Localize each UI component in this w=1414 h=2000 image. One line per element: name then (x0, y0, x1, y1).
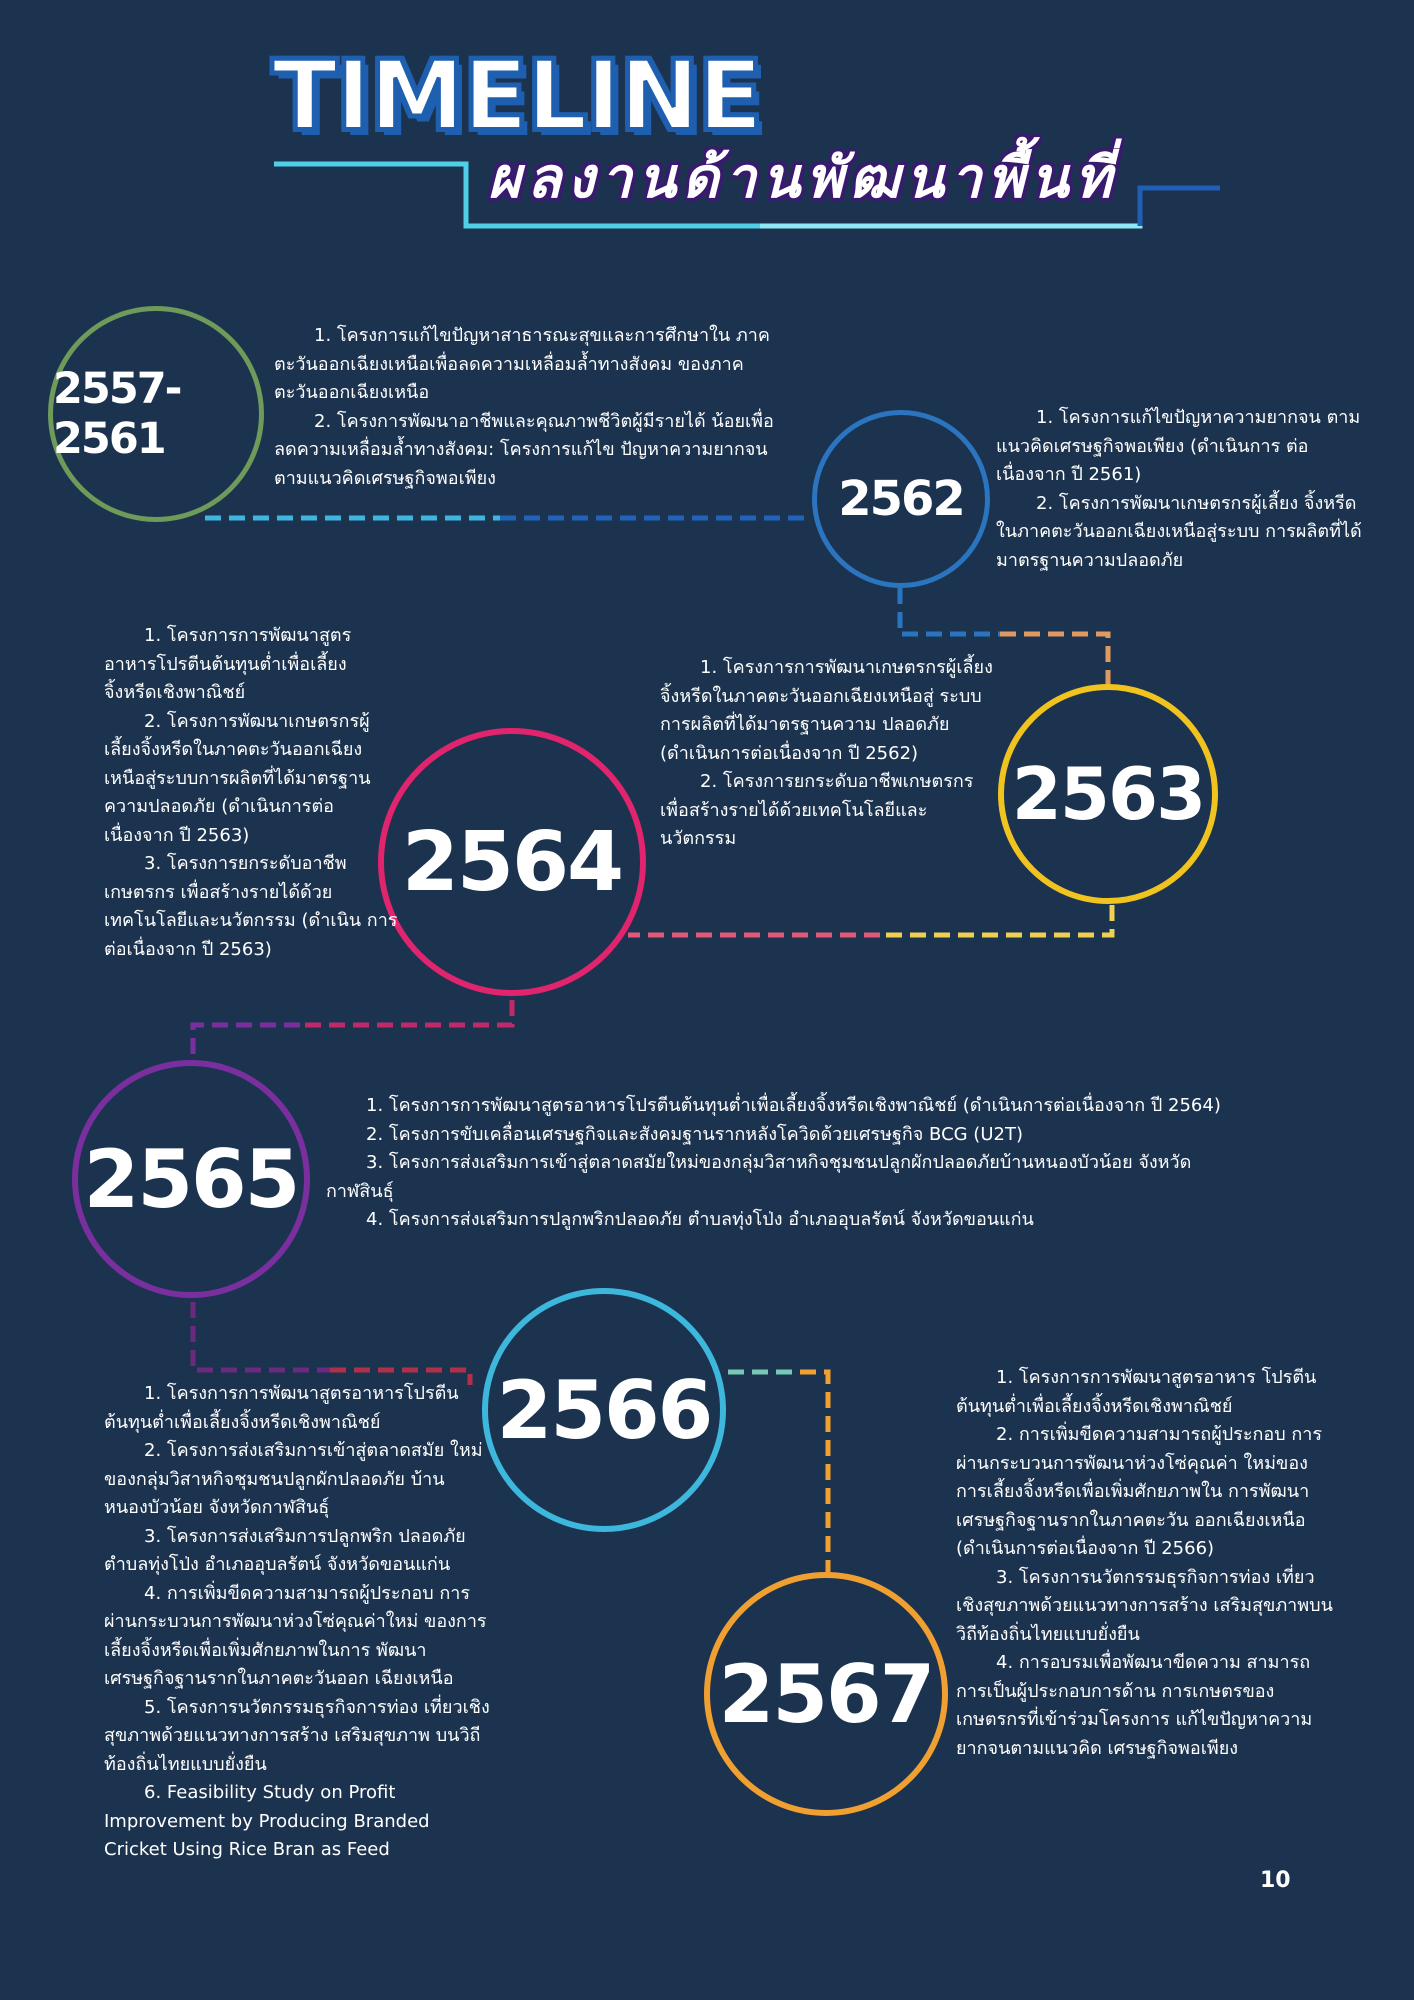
list-item: 5. โครงการนวัตกรรมธุรกิจการท่อง เที่ยวเชิงสุขภาพด้วยแนวทางการสร้าง เสริมสุขภาพ บนวิถีท้องถิ่นไทยแบบยั่งยืน (104, 1696, 490, 1775)
year-circle-2563 (998, 684, 1218, 904)
year-circle-2557-2561 (48, 306, 264, 522)
year-label: 2567 (718, 1647, 934, 1741)
year-label: 2564 (401, 814, 623, 910)
list-item: 1. โครงการการพัฒนาสูตรอาหารโปรตีนต้นทุนต่ำเพื่อเลี้ยงจิ้งหรีดเชิงพาณิชย์ (ดำเนินการต่อเนื่องจาก ปี 2564) (366, 1095, 1221, 1116)
year-label: 2557-2561 (53, 364, 181, 464)
year-label: 2562 (838, 471, 964, 527)
list-item: 6. Feasibility Study on Profit Improvement by Producing Branded Cricket Using Rice Bran as Feed (104, 1782, 430, 1860)
list-item: 2. โครงการพัฒนาเกษตรกรผู้ เลี้ยงจิ้งหรีดในภาคตะวันออกเฉียง เหนือสู่ระบบการผลิตที่ได้มาตรฐาน ความปลอดภัย (ดำเนินการต่อ เนื่องจาก ปี 2563) (104, 710, 371, 846)
list-item: 4. โครงการส่งเสริมการปลูกพริกปลอดภัย ตำบลทุ่งโป่ง อำเภออุบลรัตน์ จังหวัดขอนแก่น (366, 1209, 1034, 1230)
list-item: 1. โครงการแก้ไขปัญหาสาธารณะสุขและการศึกษาใน ภาคตะวันออกเฉียงเหนือเพื่อลดความเหลื่อมล้ำทางสังคม ของภาคตะวันออกเฉียงเหนือ (274, 325, 770, 403)
year-label: 2563 (1011, 752, 1205, 836)
list-item: 1. โครงการการพัฒนาเกษตรกรผู้เลี้ยง จิ้งหรีดในภาคตะวันออกเฉียงเหนือสู่ ระบบการผลิตที่ได้มาตรฐานความ ปลอดภัย (ดำเนินการต่อเนื่องจาก ปี 2562) (660, 657, 993, 764)
list-item: 4. การเพิ่มขีดความสามารถผู้ประกอบ การผ่านกระบวนการพัฒนาห่วงโซ่คุณค่าใหม่ ของการเลี้ยงจิ้งหรีดเพื่อเพิ่มศักยภาพในการ พัฒนาเศรษฐกิจฐานรากในภาคตะวันออก เฉียงเหนือ (104, 1582, 487, 1689)
year-label: 2565 (83, 1132, 299, 1226)
list-item: 3. โครงการส่งเสริมการปลูกพริก ปลอดภัย ตำบลทุ่งโป่ง อำเภออุบลรัตน์ จังหวัดขอนแก่น (104, 1525, 466, 1575)
year-label: 2566 (496, 1363, 712, 1457)
year-circle-2564 (378, 728, 646, 996)
period-2565-items (326, 1092, 1226, 1235)
year-circle-2562 (812, 410, 990, 588)
list-item: 2. โครงการขับเคลื่อนเศรษฐกิจและสังคมฐานรากหลังโควิดด้วยเศรษฐกิจ BCG (U2T) (366, 1123, 1023, 1145)
list-item: 1. โครงการการพัฒนาสูตร อาหารโปรตีนต้นทุนต่ำเพื่อเลี้ยง จิ้งหรีดเชิงพาณิชย์ (104, 625, 352, 703)
connector-2564-2565 (193, 1000, 512, 1060)
list-item: 2. โครงการยกระดับอาชีพเกษตรกร เพื่อสร้างรายได้ด้วยเทคโนโลยีและ นวัตกรรม (660, 771, 974, 849)
list-item: 3. โครงการยกระดับอาชีพ เกษตรกร เพื่อสร้างรายได้ด้วย เทคโนโลยีและนวัตกรรม (ดำเนิน การต่อเนื่องจาก ปี 2563) (104, 853, 398, 960)
list-item: 2. โครงการพัฒนาอาชีพและคุณภาพชีวิตผู้มีรายได้ น้อยเพื่อลดความเหลื่อมล้ำทางสังคม: โครงการแก้ไข ปัญหาความยากจนตามแนวคิดเศรษฐกิจพอเพียง (274, 410, 774, 489)
list-item: 2. การเพิ่มขีดความสามารถผู้ประกอบ การผ่านกระบวนการพัฒนาห่วงโซ่คุณค่า ใหม่ของการเลี้ยงจิ้งหรีดเพื่อเพิ่มศักยภาพใน การพัฒนาเศรษฐกิจฐานรากในภาคตะวัน ออกเฉียงเหนือ (ดำเนินการต่อเนื่องจาก ปี 2566) (956, 1424, 1323, 1559)
period-2566-items (104, 1380, 496, 1865)
period-2563-items (660, 654, 1000, 854)
year-circle-2567 (704, 1572, 948, 1816)
list-item: 1. โครงการแก้ไขปัญหาความยากจน ตามแนวคิดเศรษฐกิจพอเพียง (ดำเนินการ ต่อเนื่องจาก ปี 2561) (996, 407, 1361, 485)
period-2562-items (996, 404, 1366, 575)
page-number: 10 (1260, 1868, 1291, 1893)
period-2564-items (104, 622, 404, 964)
connector-2563-2564 (628, 905, 1112, 935)
list-item: 1. โครงการการพัฒนาสูตรอาหาร โปรตีนต้นทุนต่ำเพื่อเลี้ยงจิ้งหรีดเชิงพาณิชย์ (956, 1367, 1317, 1417)
connector-2565-2566 (193, 1278, 470, 1385)
year-circle-2566 (482, 1288, 726, 1532)
period-2567-items (956, 1364, 1336, 1763)
connector-2566-2567 (728, 1372, 828, 1572)
list-item: 1. โครงการการพัฒนาสูตรอาหารโปรตีน ต้นทุนต่ำเพื่อเลี้ยงจิ้งหรีดเชิงพาณิชย์ (104, 1383, 459, 1433)
list-item: 2. โครงการพัฒนาเกษตรกรผู้เลี้ยง จิ้งหรีดในภาคตะวันออกเฉียงเหนือสู่ระบบ การผลิตที่ได้มาตรฐานความปลอดภัย (996, 492, 1362, 571)
list-item: 3. โครงการนวัตกรรมธุรกิจการท่อง เที่ยวเชิงสุขภาพด้วยแนวทางการสร้าง เสริมสุขภาพบนวิถีท้องถิ่นไทยแบบยั่งยืน (956, 1566, 1333, 1645)
page-subtitle: ผลงานด้านพัฒนาพื้นที่ (488, 145, 1118, 211)
list-item: 3. โครงการส่งเสริมการเข้าสู่ตลาดสมัยใหม่ของกลุ่มวิสาหกิจชุมชนปลูกผักปลอดภัยบ้านหนองบัวน้อย จังหวัดกาฬสินธุ์ (326, 1152, 1192, 1202)
list-item: 2. โครงการส่งเสริมการเข้าสู่ตลาดสมัย ใหม่ของกลุ่มวิสาหกิจชุมชนปลูกผักปลอดภัย บ้านหนองบัวน้อย จังหวัดกาฬสินธุ์ (104, 1440, 483, 1518)
period-2557-2561-items (274, 322, 774, 493)
page-title: TIMELINE (272, 40, 762, 152)
list-item: 4. การอบรมเพื่อพัฒนาขีดความ สามารถการเป็นผู้ประกอบการด้าน การเกษตรของเกษตรกรที่เข้าร่วมโครงการ แก้ไขปัญหาความยากจนตามแนวคิด เศรษฐกิจพอเพียง (956, 1652, 1313, 1759)
year-circle-2565 (72, 1060, 310, 1298)
